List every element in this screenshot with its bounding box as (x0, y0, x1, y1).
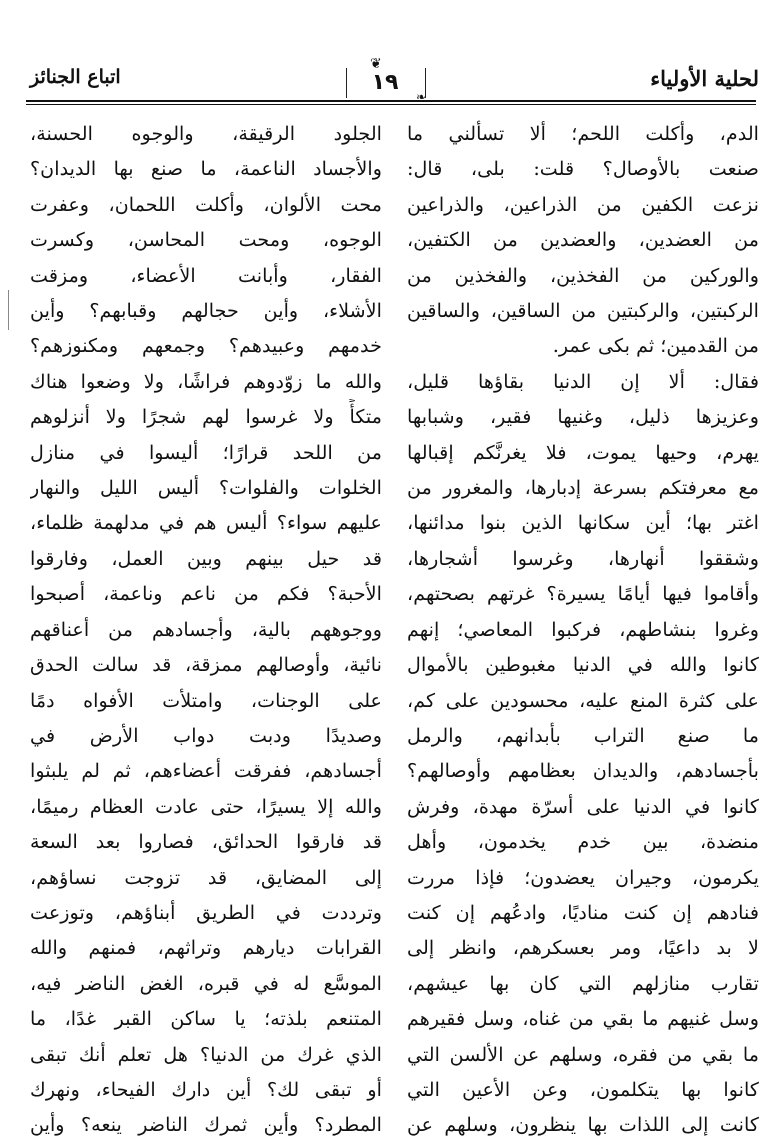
text-line: وأقاموا فيها أيامًا يسيرة؟ غرتهم بصحتهم، (407, 582, 759, 606)
text-line: على الوجنات، وامتلأت الأفواه دمًا (30, 688, 382, 712)
text-line: تقارب منازلهم التي كان بها عيشهم، (407, 971, 759, 995)
text-line: إلى المضايق، قد تزوجت نساؤهم، (30, 865, 382, 889)
text-line: خدمهم وعبيدهم؟ وجمعهم ومكنوزهم؟ (30, 334, 382, 358)
ornament-icon: ❦ (370, 56, 382, 72)
text-line: القرابات ديارهم وتراثهم، فمنهم والله (30, 936, 382, 960)
text-line: يكرمون، وجيران يعضدون؛ فإذا مررت (407, 865, 759, 889)
text-line: وصديدًا ودبت دواب الأرض في (30, 723, 382, 747)
margin-mark (8, 290, 10, 330)
text-line: متكأً ولا غرسوا لهم شجرًا ولا أنزلوهم (30, 405, 382, 429)
book-title: لحلية الأولياء (650, 66, 759, 91)
page-header (0, 0, 781, 108)
chapter-title: اتباع الجنائز (30, 66, 121, 88)
text-line: الجلود الرقيقة، والوجوه الحسنة، (30, 122, 382, 145)
text-line: مع معرفتكم بسرعة إدبارها، والمغرور من (407, 476, 759, 500)
text-line: وغروا بنشاطهم، فركبوا المعاصي؛ إنهم (407, 617, 759, 641)
text-line: من اللحد قرارًا؛ أليسوا في منازل (30, 440, 382, 464)
text-line: نزعت الكفين من الذراعين، والذراعين (407, 192, 759, 216)
text-line: كانوا بها يتكلمون، وعن الأعين التي (407, 1077, 759, 1101)
text-line: وسل غنيهم ما بقي من غناه، وسل فقيرهم (407, 1007, 759, 1031)
text-line: كانوا والله في الدنيا مغبوطين بالأموال (407, 653, 759, 677)
text-line: والأجساد الناعمة، ما صنع بها الديدان؟ (30, 157, 382, 181)
text-line: الخلوات والفلوات؟ أليس الليل والنهار (30, 476, 382, 500)
text-line: أو تبقى لك؟ أين دارك الفيحاء، ونهرك (30, 1077, 382, 1101)
text-line: اغتر بها؛ أين سكانها الذين بنوا مدائنها، (407, 511, 759, 535)
text-line: بأجسادهم، والديدان بعظامهم وأوصالهم؟ (407, 759, 759, 783)
text-line: قد فارقوا الحدائق، فصاروا بعد السعة (30, 830, 382, 854)
text-line: الأحبة؟ فكم من ناعم وناعمة، أصبحوا (30, 582, 382, 606)
page-number-frame (340, 56, 430, 104)
header-rule-thin (26, 104, 756, 105)
text-line: المتنعم بلذته؛ يا ساكن القبر غدًا، ما (30, 1007, 382, 1031)
text-line: وترددت في الطريق أبناؤهم، وتوزعت (30, 900, 382, 924)
text-line: والله ما زوّدوهم فراشًا، ولا وضعوا هناك (30, 369, 382, 393)
text-line: عليهم سواء؟ أليس هم في مدلهمة ظلماء، (30, 511, 382, 535)
text-line: لا بد داعيًا، ومر بعسكرهم، وانظر إلى (407, 936, 759, 960)
page-number: ١٩ (371, 70, 399, 95)
right-text-column (407, 116, 759, 1143)
text-line: والوركين من الفخذين، والفخذين من (407, 263, 759, 287)
text-line: فنادهم إن كنت مناديًا، وادعُهم إن كنت (407, 900, 759, 924)
text-line: الفقار، وأبانت الأعضاء، ومزقت (30, 263, 382, 287)
text-line: من القدمين؛ ثم بكى عمر. (552, 334, 759, 358)
left-text-column (30, 116, 382, 1143)
text-line: ما صنع التراب بأبدانهم، والرمل (407, 723, 759, 747)
text-line: الموسَّع له في قبره، الغض الناضر فيه، (30, 971, 382, 995)
header-rule (26, 100, 756, 102)
text-line: الوجوه، ومحت المحاسن، وكسرت (30, 228, 382, 252)
text-line: وعزيزها ذليل، وغنيها فقير، وشبابها (407, 405, 759, 429)
ornament-icon: ❧ (415, 90, 426, 104)
text-line: والله إلا يسيرًا، حتى عادت العظام رميمًا، (30, 794, 382, 818)
text-line: منضدة، بين خدم يخدمون، وأهل (407, 830, 759, 854)
text-line: كانوا في الدنيا على أسرّة مهدة، وفرش (407, 794, 759, 818)
text-line: كانت إلى اللذات بها ينظرون، وسلهم عن (407, 1113, 759, 1137)
text-line: الأشلاء، وأين حجالهم وقبابهم؟ وأين (30, 299, 382, 323)
text-line: يهرم، وحيها يموت، فلا يغرنَّكم إقبالها (407, 440, 759, 464)
text-line: الذي غرك من الدنيا؟ هل تعلم أنك تبقى (30, 1042, 382, 1066)
text-line: وشققوا أنهارها، وغرسوا أشجارها، (407, 546, 759, 570)
text-line: أجسادهم، ففرقت أعضاءهم، ثم لم يلبثوا (30, 759, 382, 783)
text-line: المطرد؟ وأين ثمرك الناضر ينعه؟ وأين (30, 1113, 382, 1137)
text-line: ما بقي من فقره، وسلهم عن الألسن التي (407, 1042, 759, 1066)
text-line: محت الألوان، وأكلت اللحمان، وعفرت (30, 192, 382, 216)
text-line: من العضدين، والعضدين من الكتفين، (407, 228, 759, 252)
text-line: ووجوههم بالية، وأجسادهم من أعناقهم (30, 617, 382, 641)
text-line: فقال: ألا إن الدنيا بقاؤها قليل، (407, 369, 759, 393)
text-line: على كثرة المنع عليه، محسودين على كم، (407, 688, 759, 712)
text-line: الدم، وأكلت اللحم؛ ألا تسألني ما (407, 122, 759, 145)
text-line: صنعت بالأوصال؟ قلت: بلى، قال: (407, 157, 759, 181)
text-line: الركبتين، والركبتين من الساقين، والساقين (407, 299, 759, 323)
text-line: نائية، وأوصالهم ممزقة، قد سالت الحدق (30, 653, 382, 677)
text-line: قد حيل بينهم وبين العمل، وفارقوا (30, 546, 382, 570)
